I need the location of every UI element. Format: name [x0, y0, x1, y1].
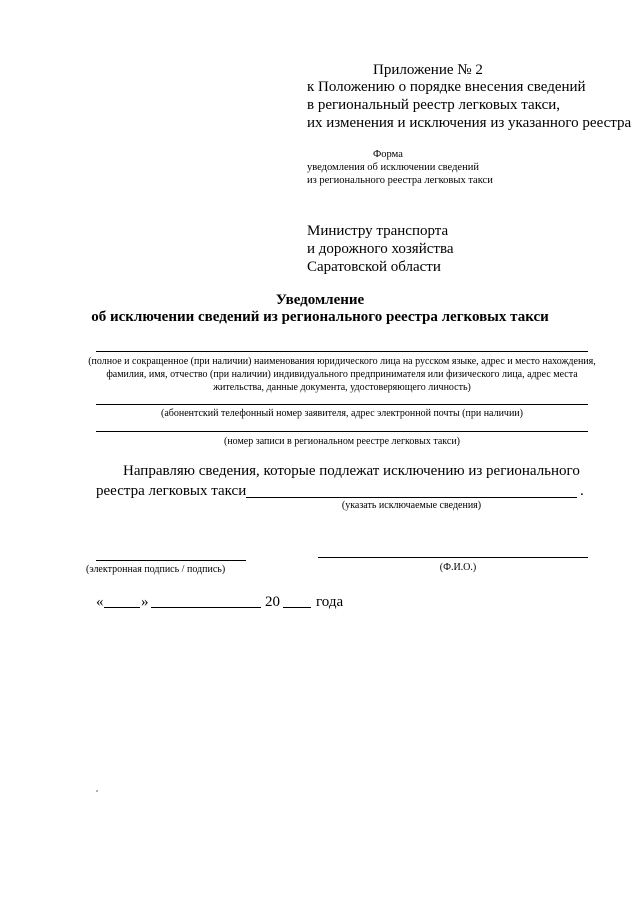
- addressee-line-3: Саратовской области: [307, 259, 441, 275]
- date-day-field-line[interactable]: [104, 607, 140, 608]
- full-name-field-line[interactable]: [318, 557, 588, 558]
- record-number-field-line[interactable]: [96, 431, 588, 432]
- form-header-line-1: уведомления об исключении сведений: [307, 162, 479, 173]
- document-title: Уведомление: [275, 292, 365, 308]
- form-header-line-2: из регионального реестра легковых такси: [307, 175, 493, 186]
- date-month-field-line[interactable]: [151, 607, 261, 608]
- body-end-mark: .: [580, 483, 584, 499]
- date-open-quote: «: [96, 594, 104, 610]
- signature-caption: (электронная подпись / подпись): [86, 564, 226, 575]
- scan-speck: [96, 790, 98, 792]
- contacts-caption: (абонентский телефонный номер заявителя, адрес электронной почты (при наличии): [161, 408, 523, 419]
- appendix-line-1: к Положению о порядке внесения сведений: [307, 79, 586, 95]
- addressee-line-2: и дорожного хозяйства: [307, 241, 454, 257]
- contacts-field-line[interactable]: [96, 404, 588, 405]
- applicant-caption: (полное и сокращенное (при наличии) наименования юридического лица на русском языке, адрес и место нахождения, фамилия, имя, отчество (при наличии) индивидуального предпринимателя или физического лица, адрес места жительства, данные документа, удостоверяющего личность): [88, 356, 596, 393]
- appendix-line-2: в региональный реестр легковых такси,: [307, 97, 561, 113]
- appendix-line-3: их изменения и исключения из указанного реестра: [307, 115, 632, 131]
- date-close-quote: »: [141, 594, 149, 610]
- applicant-field-line[interactable]: [96, 351, 588, 352]
- excluded-info-caption: (указать исключаемые сведения): [341, 500, 482, 511]
- addressee-line-1: Министру транспорта: [307, 223, 449, 239]
- document-subtitle: об исключении сведений из регионального реестра легковых такси: [91, 309, 549, 325]
- form-label: Форма: [373, 149, 403, 160]
- full-name-caption: (Ф.И.О.): [439, 562, 477, 573]
- date-year-field-line[interactable]: [283, 607, 311, 608]
- record-number-caption: (номер записи в региональном реестре легковых такси): [223, 436, 460, 447]
- date-century: 20: [265, 594, 280, 610]
- excluded-info-field-line[interactable]: [246, 497, 577, 498]
- body-text-line-2: реестра легковых такси: [96, 483, 247, 499]
- date-year-word: года: [316, 594, 344, 610]
- appendix-title: Приложение № 2: [373, 62, 483, 78]
- body-text-line-1: Направляю сведения, которые подлежат исключению из регионального: [123, 463, 580, 479]
- signature-field-line[interactable]: [96, 560, 246, 561]
